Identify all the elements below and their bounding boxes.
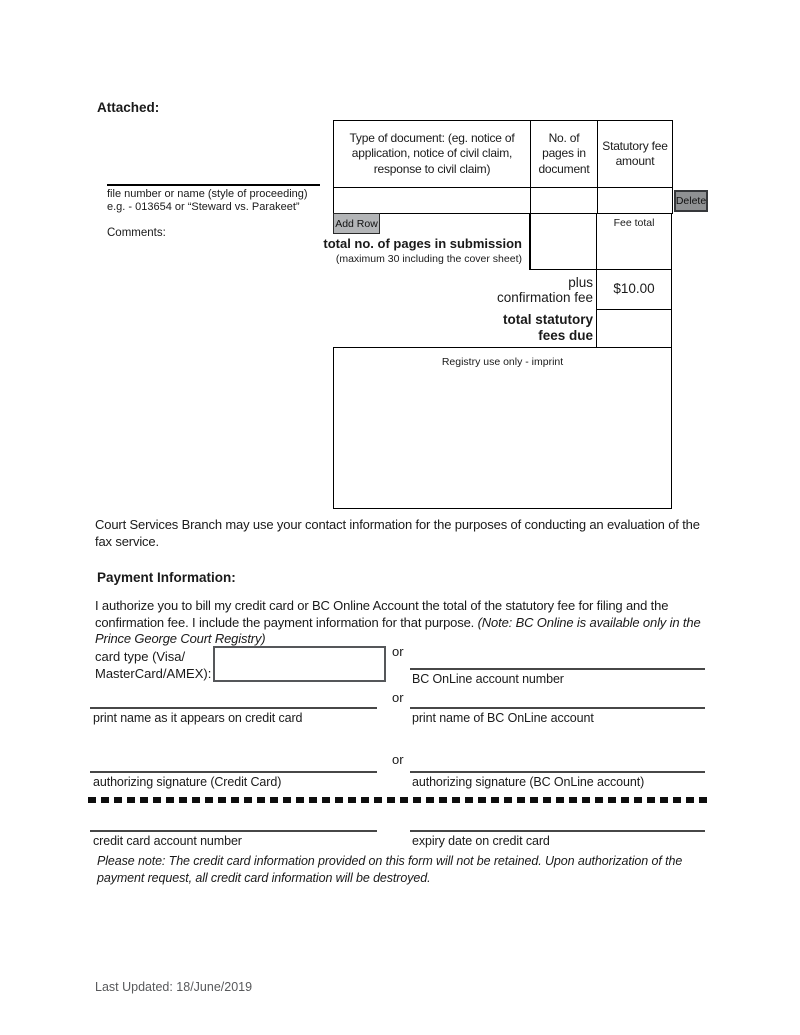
comments-label: Comments:	[107, 227, 166, 239]
add-row-button[interactable]: Add Row	[333, 213, 380, 234]
total-pages-note: (maximum 30 including the cover sheet)	[335, 253, 522, 265]
fee-table	[333, 120, 673, 214]
file-number-caption: file number or name (style of proceeding)	[107, 188, 308, 200]
authorization-text: I authorize you to bill my credit card or BC Online Account the total of the statutory fee for filing and the confirmation fee. I include the payment information for that purpose.	[95, 598, 669, 630]
credit-card-number-label: credit card account number	[93, 834, 242, 848]
total-statutory-fees-line2: fees due	[538, 327, 593, 343]
authorization-paragraph	[95, 598, 703, 648]
print-name-credit-card-line	[90, 707, 377, 709]
fee-column-left-border	[596, 213, 598, 347]
confirmation-fee-label-line2: confirmation fee	[496, 290, 593, 305]
card-type-input-box[interactable]	[213, 646, 386, 682]
evaluation-notice: Court Services Branch may use your contact information for the purposes of conducting an evaluation of the fax service.	[95, 517, 700, 549]
print-name-bc-online-line	[410, 707, 705, 709]
credit-card-number-line	[90, 830, 377, 832]
file-number-line	[107, 184, 320, 186]
card-retention-note: Please note: The credit card information provided on this form will not be retained. Upon authorization of the payment request, all credit card information will be destroyed.	[97, 854, 683, 885]
total-pages-label: total no. of pages in submission	[323, 236, 522, 251]
total-statutory-fees-line1: total statutory	[502, 312, 593, 327]
total-pages-input-cell[interactable]	[531, 214, 594, 267]
last-updated-footer: Last Updated: 18/June/2019	[95, 980, 253, 994]
print-name-credit-card-label: print name as it appears on credit card	[93, 711, 303, 725]
card-type-label	[95, 648, 211, 682]
column-header-pages: No. of pages in document	[531, 121, 598, 188]
confirmation-fee-amount: $10.00	[613, 281, 655, 296]
bc-online-account-line	[410, 668, 705, 670]
delete-row-button[interactable]: Delete	[674, 190, 708, 212]
confirmation-fee-label	[400, 275, 593, 305]
column-header-document-type: Type of document: (eg. notice of application, notice of civil claim, response to civil claim)	[334, 121, 531, 188]
signature-bc-online-line	[410, 771, 705, 773]
file-number-example: e.g. - 013654 or “Steward vs. Parakeet”	[107, 201, 300, 213]
confirmation-fee-label-line1: plus	[568, 275, 593, 290]
expiry-date-line	[410, 830, 705, 832]
print-name-bc-online-label: print name of BC OnLine account	[412, 711, 594, 725]
bc-online-account-label: BC OnLine account number	[412, 672, 564, 686]
pages-input-cell[interactable]	[531, 188, 598, 214]
expiry-date-label: expiry date on credit card	[412, 834, 550, 848]
registry-imprint-label: Registry use only - imprint	[441, 356, 564, 368]
fee-column-right-border	[671, 213, 673, 347]
column-header-fee: Statutory fee amount	[598, 121, 673, 188]
total-statutory-fees-label	[400, 312, 593, 343]
tear-off-dashed-line	[88, 797, 710, 803]
confirmation-fee-cell-bottom-border	[596, 309, 673, 311]
card-type-label-line1: card type (Visa/	[95, 649, 186, 664]
fee-total-label: Fee total	[613, 217, 655, 229]
attached-heading: Attached:	[97, 100, 160, 115]
authorization-note-italic: (Note: BC Online is available only in the Prince George Court Registry)	[95, 614, 701, 646]
or-separator-3: or	[392, 752, 404, 767]
signature-credit-card-label: authorizing signature (Credit Card)	[93, 775, 282, 789]
registry-imprint-box	[333, 347, 672, 509]
fee-input-cell[interactable]	[598, 188, 673, 214]
or-separator-1: or	[392, 644, 404, 659]
fee-total-cell-bottom-border	[529, 269, 672, 271]
document-type-input-cell[interactable]	[334, 188, 531, 214]
or-separator-2: or	[392, 690, 404, 705]
signature-bc-online-label: authorizing signature (BC OnLine account)	[412, 775, 645, 789]
card-type-label-line2: MasterCard/AMEX):	[95, 666, 212, 681]
payment-information-heading: Payment Information:	[97, 570, 236, 585]
signature-credit-card-line	[90, 771, 377, 773]
